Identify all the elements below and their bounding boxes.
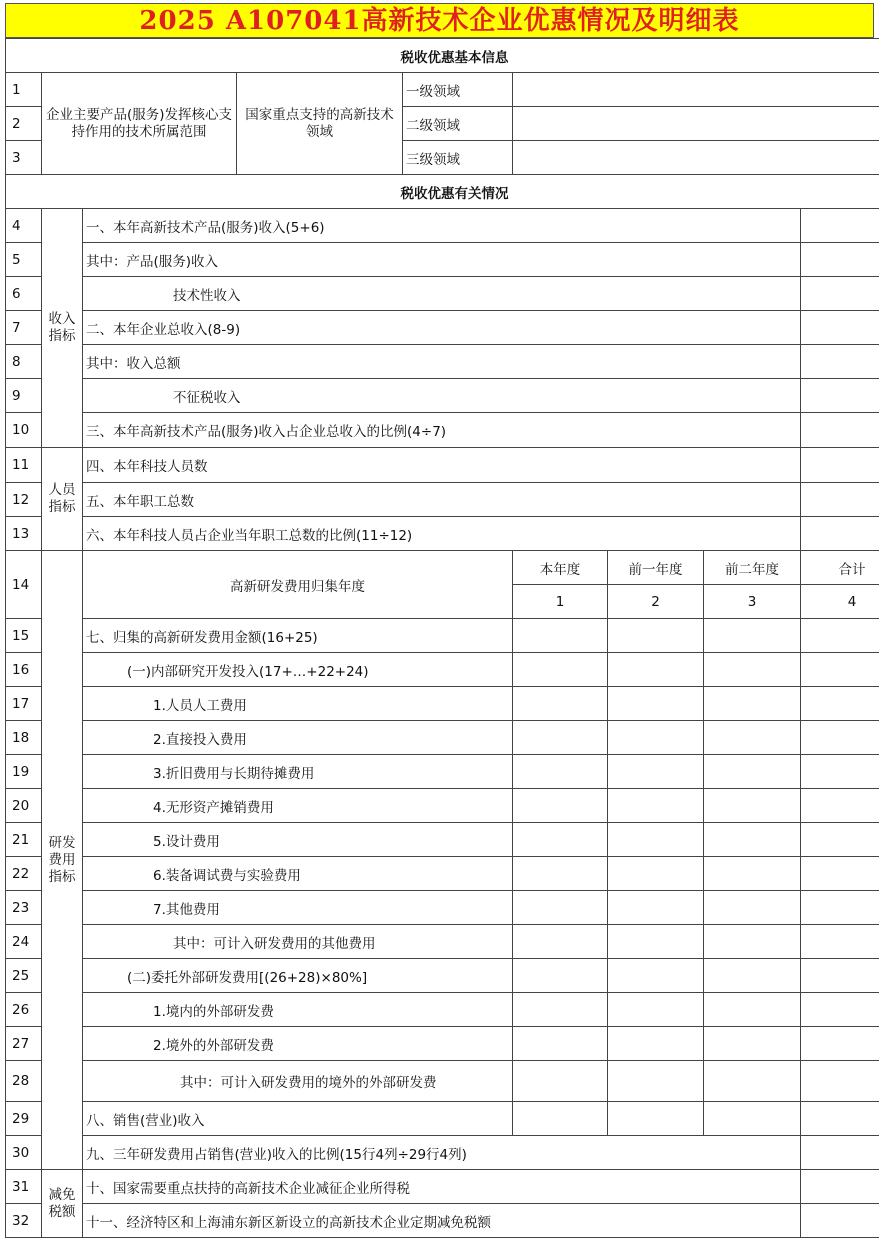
row-number: 17 <box>6 687 42 721</box>
row-label: 八、销售(营业)收入 <box>83 1102 513 1136</box>
value-cell[interactable] <box>801 311 879 345</box>
form-table <box>5 38 879 1238</box>
value-cell[interactable] <box>801 857 879 891</box>
row-label: 其中：可计入研发费用的境外的外部研发费 <box>83 1061 513 1102</box>
value-cell[interactable] <box>801 345 879 379</box>
row-number: 19 <box>6 755 42 789</box>
row-label: 三、本年高新技术产品(服务)收入占企业总收入的比例(4÷7) <box>83 413 801 448</box>
value-cell[interactable] <box>801 823 879 857</box>
row-number: 29 <box>6 1102 42 1136</box>
row-number: 13 <box>6 517 42 551</box>
row-label: 其中：收入总额 <box>83 345 801 379</box>
value-cell[interactable] <box>801 755 879 789</box>
value-cell[interactable] <box>801 448 879 483</box>
row-label: 七、归集的高新研发费用金额(16+25) <box>83 619 513 653</box>
value-cell[interactable] <box>513 1061 608 1102</box>
row-label: 十、国家需要重点扶持的高新技术企业减征企业所得税 <box>83 1170 801 1204</box>
value-cell[interactable] <box>513 1102 608 1136</box>
row-label: 六、本年科技人员占企业当年职工总数的比例(11÷12) <box>83 517 801 551</box>
row-number: 26 <box>6 993 42 1027</box>
row-number: 32 <box>6 1204 42 1238</box>
row-label: 2.境外的外部研发费 <box>83 1027 513 1061</box>
value-cell[interactable] <box>704 857 801 891</box>
row-label: 四、本年科技人员数 <box>83 448 801 483</box>
row-label: 其中：可计入研发费用的其他费用 <box>83 925 513 959</box>
rd-year-header-label: 高新研发费用归集年度 <box>83 551 513 619</box>
row-number: 20 <box>6 789 42 823</box>
value-cell[interactable] <box>801 1170 879 1204</box>
value-cell[interactable] <box>608 993 704 1027</box>
value-cell[interactable] <box>608 857 704 891</box>
value-cell[interactable] <box>513 755 608 789</box>
value-cell[interactable] <box>801 925 879 959</box>
row-label: 7.其他费用 <box>83 891 513 925</box>
value-cell[interactable] <box>801 413 879 448</box>
value-cell[interactable] <box>801 1061 879 1102</box>
value-cell[interactable] <box>513 891 608 925</box>
row-number: 11 <box>6 448 42 483</box>
level2-label: 二级领域 <box>403 107 513 141</box>
row-number: 1 <box>6 73 42 107</box>
category-personnel: 人员指标 <box>42 448 83 551</box>
row-number: 24 <box>6 925 42 959</box>
value-cell[interactable] <box>608 1102 704 1136</box>
row-number: 5 <box>6 243 42 277</box>
value-cell[interactable] <box>513 619 608 653</box>
value-cell[interactable] <box>513 789 608 823</box>
year-header-prev2: 前二年度 <box>704 551 801 585</box>
value-cell[interactable] <box>801 789 879 823</box>
value-cell[interactable] <box>513 993 608 1027</box>
section-related-info: 税收优惠有关情况 <box>6 175 879 209</box>
row-number: 14 <box>6 551 42 619</box>
row-label: 二、本年企业总收入(8-9) <box>83 311 801 345</box>
value-cell[interactable] <box>608 925 704 959</box>
row-number: 15 <box>6 619 42 653</box>
value-cell[interactable] <box>704 993 801 1027</box>
value-cell[interactable] <box>801 379 879 413</box>
row-number: 7 <box>6 311 42 345</box>
value-cell[interactable] <box>608 653 704 687</box>
row-label: (二)委托外部研发费用[(26+28)×80%] <box>83 959 513 993</box>
value-cell[interactable] <box>801 1204 879 1238</box>
row-number: 16 <box>6 653 42 687</box>
value-cell[interactable] <box>801 687 879 721</box>
value-cell[interactable] <box>608 687 704 721</box>
value-cell[interactable] <box>704 823 801 857</box>
value-cell[interactable] <box>704 653 801 687</box>
year-col-number: 1 <box>513 585 608 619</box>
row-label: 1.境内的外部研发费 <box>83 993 513 1027</box>
row-label: 不征税收入 <box>83 379 801 413</box>
value-cell[interactable] <box>513 857 608 891</box>
value-cell[interactable] <box>801 721 879 755</box>
value-cell[interactable] <box>801 209 879 243</box>
value-cell[interactable] <box>801 891 879 925</box>
value-cell[interactable] <box>513 925 608 959</box>
row-number: 23 <box>6 891 42 925</box>
row-number: 27 <box>6 1027 42 1061</box>
value-cell[interactable] <box>704 1027 801 1061</box>
row-number: 22 <box>6 857 42 891</box>
value-cell[interactable] <box>513 1027 608 1061</box>
level1-input[interactable] <box>513 73 879 107</box>
value-cell[interactable] <box>608 789 704 823</box>
value-cell[interactable] <box>801 959 879 993</box>
row-label: 技术性收入 <box>83 277 801 311</box>
national-field-label: 国家重点支持的高新技术领域 <box>237 73 403 175</box>
row-number: 18 <box>6 721 42 755</box>
value-cell[interactable] <box>704 959 801 993</box>
value-cell[interactable] <box>801 1027 879 1061</box>
level3-label: 三级领域 <box>403 141 513 175</box>
value-cell[interactable] <box>608 619 704 653</box>
row-label: 6.装备调试费与实验费用 <box>83 857 513 891</box>
page-title: 2025 A107041高新技术企业优惠情况及明细表 <box>5 3 874 38</box>
row-label: (一)内部研究开发投入(17+…+22+24) <box>83 653 513 687</box>
row-number: 31 <box>6 1170 42 1204</box>
value-cell[interactable] <box>801 653 879 687</box>
value-cell[interactable] <box>513 687 608 721</box>
row-number: 25 <box>6 959 42 993</box>
value-cell[interactable] <box>801 243 879 277</box>
row-label: 五、本年职工总数 <box>83 483 801 517</box>
value-cell[interactable] <box>513 823 608 857</box>
row-label: 4.无形资产摊销费用 <box>83 789 513 823</box>
row-number: 3 <box>6 141 42 175</box>
category-rd: 研发费用指标 <box>42 551 83 1170</box>
row-label: 5.设计费用 <box>83 823 513 857</box>
row-number: 30 <box>6 1136 42 1170</box>
value-cell[interactable] <box>704 891 801 925</box>
value-cell[interactable] <box>801 619 879 653</box>
value-cell[interactable] <box>801 483 879 517</box>
value-cell[interactable] <box>704 789 801 823</box>
value-cell[interactable] <box>704 925 801 959</box>
value-cell[interactable] <box>608 959 704 993</box>
row-label: 3.折旧费用与长期待摊费用 <box>83 755 513 789</box>
row-number: 2 <box>6 107 42 141</box>
row-label: 十一、经济特区和上海浦东新区新设立的高新技术企业定期减免税额 <box>83 1204 801 1238</box>
value-cell[interactable] <box>704 1061 801 1102</box>
level1-label: 一级领域 <box>403 73 513 107</box>
year-header-prev1: 前一年度 <box>608 551 704 585</box>
year-col-number: 3 <box>704 585 801 619</box>
year-header-total: 合计 <box>801 551 879 585</box>
value-cell[interactable] <box>513 959 608 993</box>
value-cell[interactable] <box>704 755 801 789</box>
year-header-current: 本年度 <box>513 551 608 585</box>
row-number: 12 <box>6 483 42 517</box>
value-cell[interactable] <box>513 721 608 755</box>
row-number: 6 <box>6 277 42 311</box>
value-cell[interactable] <box>608 721 704 755</box>
category-income: 收入指标 <box>42 209 83 448</box>
section-basic-info: 税收优惠基本信息 <box>6 39 879 73</box>
row-number: 21 <box>6 823 42 857</box>
year-col-number: 2 <box>608 585 704 619</box>
row-number: 28 <box>6 1061 42 1102</box>
row-label: 其中：产品(服务)收入 <box>83 243 801 277</box>
value-cell[interactable] <box>801 517 879 551</box>
value-cell[interactable] <box>704 687 801 721</box>
value-cell[interactable] <box>704 619 801 653</box>
value-cell[interactable] <box>513 653 608 687</box>
row-number: 9 <box>6 379 42 413</box>
value-cell[interactable] <box>801 277 879 311</box>
product-scope-label: 企业主要产品(服务)发挥核心支持作用的技术所属范围 <box>42 73 237 175</box>
row-number: 4 <box>6 209 42 243</box>
category-relief: 减免税额 <box>42 1170 83 1238</box>
year-col-number: 4 <box>801 585 879 619</box>
row-number: 8 <box>6 345 42 379</box>
value-cell[interactable] <box>608 1027 704 1061</box>
value-cell[interactable] <box>801 993 879 1027</box>
value-cell[interactable] <box>608 823 704 857</box>
value-cell[interactable] <box>704 1102 801 1136</box>
row-label: 2.直接投入费用 <box>83 721 513 755</box>
level2-input[interactable] <box>513 107 879 141</box>
value-cell[interactable] <box>608 891 704 925</box>
row-label: 1.人员人工费用 <box>83 687 513 721</box>
row-label: 一、本年高新技术产品(服务)收入(5+6) <box>83 209 801 243</box>
value-cell[interactable] <box>704 721 801 755</box>
value-cell[interactable] <box>608 1061 704 1102</box>
row-number: 10 <box>6 413 42 448</box>
level3-input[interactable] <box>513 141 879 175</box>
value-cell[interactable] <box>801 1136 879 1170</box>
value-cell[interactable] <box>608 755 704 789</box>
value-cell[interactable] <box>801 1102 879 1136</box>
row-label: 九、三年研发费用占销售(营业)收入的比例(15行4列÷29行4列) <box>83 1136 801 1170</box>
